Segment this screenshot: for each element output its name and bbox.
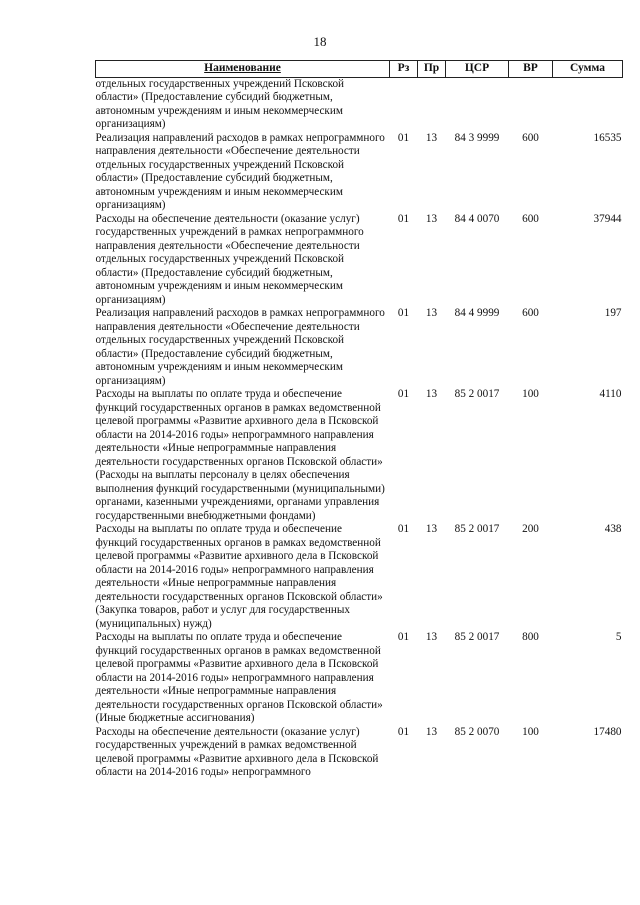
row-name: Расходы на обеспечение деятельности (оказание услуг) государственных учреждений в рамках непрограммного направления деятельности «Обеспечение деятельности отдельных государственных учреждений Псковской области» (Предоставление субсидий бюджетным, автономным учреждениям и иным некоммерческим организациям) <box>95 212 364 306</box>
row-pr: 13 <box>425 631 438 643</box>
table-row <box>96 77 623 132</box>
row-pr: 13 <box>425 523 438 535</box>
row-vr: 800 <box>522 631 539 643</box>
row-vr: 200 <box>522 523 539 535</box>
row-csr: 85 2 0070 <box>454 725 500 738</box>
table-row <box>96 307 623 388</box>
row-csr: 85 2 0017 <box>454 388 500 400</box>
row-sum: 197 <box>604 307 622 319</box>
table-row <box>96 213 623 308</box>
row-pr: 13 <box>425 212 438 225</box>
row-rz: 01 <box>397 131 410 144</box>
row-csr <box>446 77 509 132</box>
row-rz: 01 <box>397 388 410 400</box>
row-pr: 13 <box>425 388 438 400</box>
header-sum: Сумма <box>553 61 623 78</box>
header-rz: Рз <box>390 61 418 78</box>
page-number: 18 <box>313 34 327 49</box>
row-csr: 84 3 9999 <box>454 131 500 144</box>
table-row <box>96 726 623 780</box>
row-vr: 600 <box>522 131 539 144</box>
table-header-row <box>96 61 623 78</box>
row-sum: 4110 <box>599 388 622 400</box>
row-rz: 01 <box>397 631 410 643</box>
table-row <box>96 388 623 523</box>
row-rz: 01 <box>397 212 410 225</box>
row-name: Расходы на обеспечение деятельности (оказание услуг) государственных учреждений в рамках ведомственной целевой программы «Развитие архивного дела в Псковской области на 2014-2016 годы» непрограммного <box>95 725 379 778</box>
row-sum: 5 <box>615 631 622 643</box>
row-rz <box>390 77 418 132</box>
header-vr: ВР <box>509 61 553 78</box>
row-pr: 13 <box>425 307 438 319</box>
row-name: отдельных государственных учреждений Псковской области» (Предоставление субсидий бюджетным, автономным учреждениям и иным некоммерческим организациям) <box>95 77 345 130</box>
row-sum: 37944 <box>593 212 622 225</box>
budget-table <box>95 60 623 780</box>
row-csr: 84 4 9999 <box>454 307 500 319</box>
table-row <box>96 523 623 631</box>
table-row <box>96 631 623 726</box>
row-name: Расходы на выплаты по оплате труда и обеспечение функций государственных органов в рамках ведомственной целевой программы «Развитие архивного дела в Псковской области на 2014-2016 годы» непрограммного направления деятельности «Иные непрограммные направления деятельности государственных органов Псковской области» (Закупка товаров, работ и услуг для государственных (муниципальных) нужд) <box>95 523 383 630</box>
row-sum: 17480 <box>593 725 622 738</box>
row-vr <box>509 77 553 132</box>
row-csr: 85 2 0017 <box>454 631 500 643</box>
header-name: Наименование <box>96 61 390 78</box>
row-rz: 01 <box>397 725 410 738</box>
row-pr: 13 <box>425 725 438 738</box>
row-rz: 01 <box>397 307 410 319</box>
row-vr: 100 <box>522 388 539 400</box>
header-csr: ЦСР <box>446 61 509 78</box>
row-vr: 100 <box>522 725 539 738</box>
row-pr <box>418 77 446 132</box>
row-name: Реализация направлений расходов в рамках непрограммного направления деятельности «Обеспечение деятельности отдельных государственных учреждений Псковской области» (Предоставление субсидий бюджетным, автономным учреждениям и иным некоммерческим организациям) <box>95 307 385 387</box>
row-csr: 84 4 0070 <box>454 212 500 225</box>
row-name: Расходы на выплаты по оплате труда и обеспечение функций государственных органов в рамках ведомственной целевой программы «Развитие архивного дела в Псковской области на 2014-2016 годы» непрограммного направления деятельности «Иные непрограммные направления деятельности государственных органов Псковской области» (Расходы на выплаты персоналу в целях обеспечения выполнения функций государственными (муниципальными) органами, казенными учреждениями, органами управления государственными внебюджетными фондами) <box>95 388 385 522</box>
row-sum: 438 <box>604 523 622 535</box>
row-rz: 01 <box>397 523 410 535</box>
row-pr: 13 <box>425 131 438 144</box>
row-vr: 600 <box>522 307 539 319</box>
row-sum: 16535 <box>593 131 622 144</box>
row-sum <box>553 77 623 132</box>
row-name: Реализация направлений расходов в рамках непрограммного направления деятельности «Обеспечение деятельности отдельных государственных учреждений Псковской области» (Предоставление субсидий бюджетным, автономным учреждениям и иным некоммерческим организациям) <box>95 131 385 211</box>
row-name: Расходы на выплаты по оплате труда и обеспечение функций государственных органов в рамках ведомственной целевой программы «Развитие архивного дела в Псковской области на 2014-2016 годы» непрограммного направления деятельности «Иные непрограммные направления деятельности государственных органов Псковской области» (Иные бюджетные ассигнования) <box>95 631 383 724</box>
row-csr: 85 2 0017 <box>454 523 500 535</box>
row-vr: 600 <box>522 212 539 225</box>
table-row <box>96 132 623 213</box>
header-pr: Пр <box>418 61 446 78</box>
